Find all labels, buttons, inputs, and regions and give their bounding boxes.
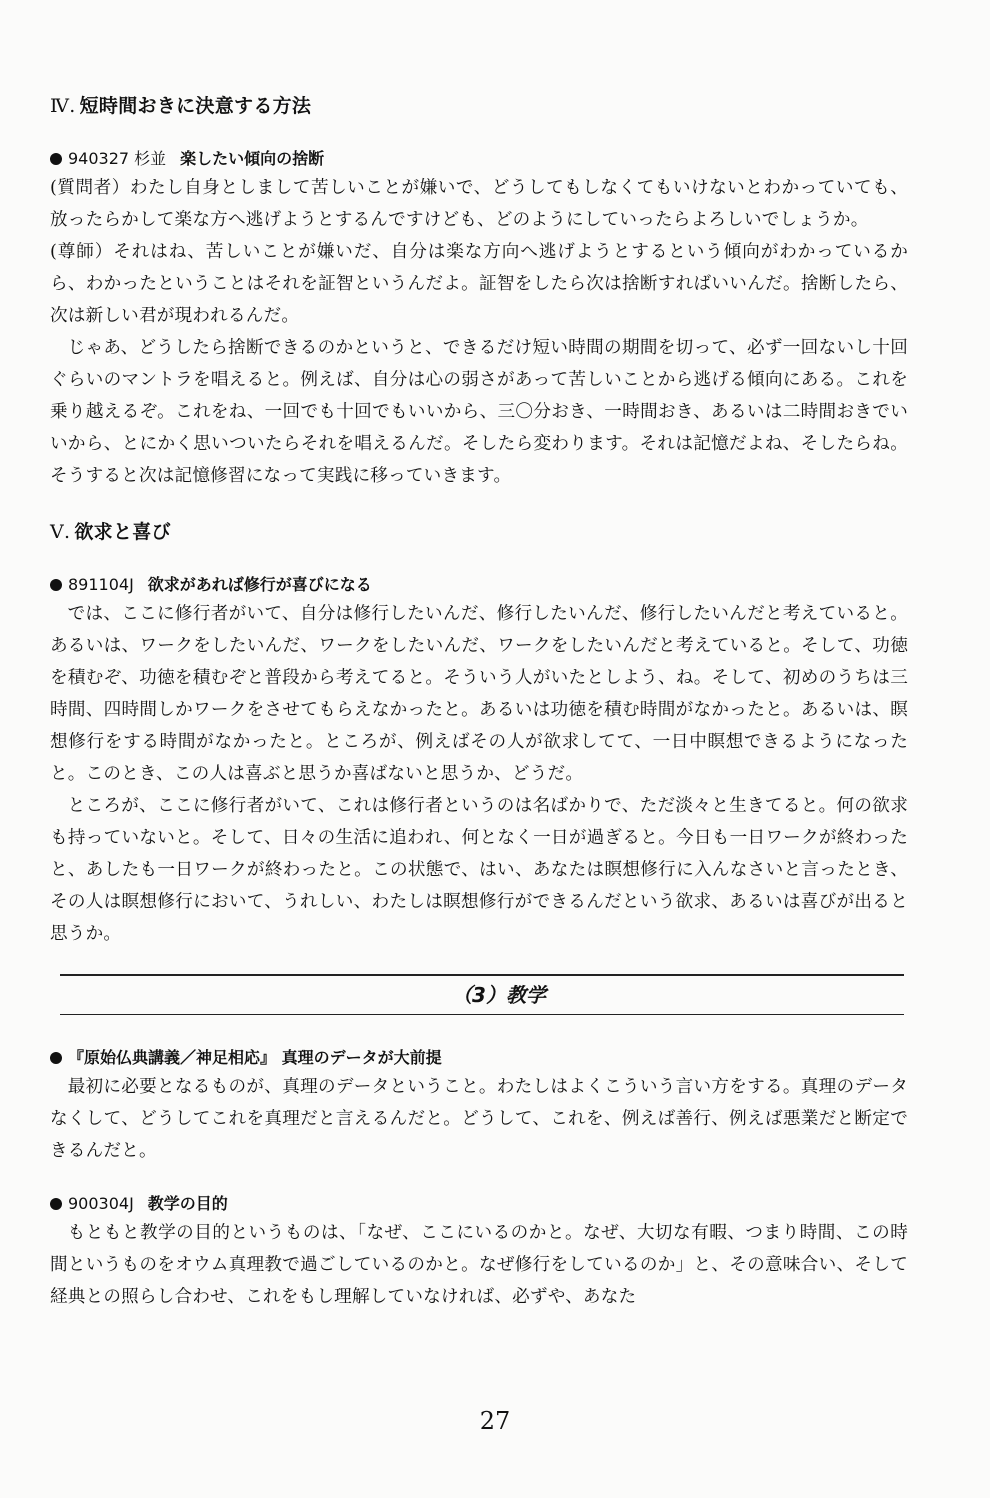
entry-heading: [50, 572, 908, 598]
page-content: [50, 92, 908, 1313]
entry-title: 教学の目的: [147, 1194, 228, 1213]
paragraph: (尊師）それはね、苦しいことが嫌いだ、自分は楽な方向へ逃げようとするという傾向がわかっているから、わかったということはそれを証智というんだよ。証智をしたら次は捨断すればいいんだ。捨断したら、次は新しい君が現われるんだ。: [50, 242, 908, 326]
section-title: 短時間おきに決意する方法: [79, 95, 312, 117]
section-title: 欲求と喜び: [74, 521, 171, 543]
bullet-icon: [50, 153, 62, 165]
entry-id: 900304J: [68, 1194, 134, 1213]
section-numeral: Ⅳ.: [50, 95, 76, 117]
entry-title: 欲求があれば修行が喜びになる: [147, 575, 372, 594]
entry-title: 『原始仏典講義／神足相応』 真理のデータが大前提: [68, 1048, 442, 1067]
entry-heading: [50, 146, 908, 172]
section-heading-4: [50, 92, 908, 120]
paragraph: では、ここに修行者がいて、自分は修行したいんだ、修行したいんだ、修行したいんだと考えていると。あるいは、ワークをしたいんだ、ワークをしたいんだ、ワークをしたいんだと考えていると。そして、功徳を積むぞ、功徳を積むぞと普段から考えてると。そういう人がいたとしよう、ね。そして、初めのうちは三時間、四時間しかワークをさせてもらえなかったと。あるいは功徳を積む時間がなかったと。あるいは、瞑想修行をする時間がなかったと。ところが、例えばその人が欲求してて、一日中瞑想できるようになったと。このとき、この人は喜ぶと思うか喜ばないと思うか、どうだ。: [50, 604, 908, 784]
bullet-icon: [50, 1198, 62, 1210]
paragraph: じゃあ、どうしたら捨断できるのかというと、できるだけ短い時間の期間を切って、必ず一回ないし十回ぐらいのマントラを唱えると。例えば、自分は心の弱さがあって苦しいことから逃げる傾向にある。これを乗り越えるぞ。これをね、一回でも十回でもいいから、三〇分おき、一時間おき、あるいは二時間おきでいいから、とにかく思いついたらそれを唱えるんだ。そしたら変わります。それは記憶だよね、そしたらね。そうすると次は記憶修習になって実践に移っていきます。: [50, 338, 908, 486]
entry-id: 940327 杉並: [68, 149, 167, 168]
section-numeral: Ⅴ.: [50, 521, 71, 543]
bullet-icon: [50, 579, 62, 591]
page-number: 27: [479, 1407, 511, 1435]
section-heading-5: [50, 518, 908, 546]
entry-heading: [50, 1045, 908, 1071]
entry-title: 楽したい傾向の捨断: [180, 149, 325, 168]
paragraph: もともと教学の目的というものは、「なぜ、ここにいるのかと。なぜ、大切な有暇、つまり時間、この時間というものをオウム真理教で過ごしているのかと。なぜ修行をしているのか」と、その意味合い、そして経典との照らし合わせ、これをもし理解していなければ、必ずや、あなた: [50, 1223, 908, 1307]
paragraph: 最初に必要となるものが、真理のデータということ。わたしはよくこういう言い方をする。真理のデータなくして、どうしてこれを真理だと言えるんだと。どうして、これを、例えば善行、例えば悪業だと断定できるんだと。: [50, 1077, 908, 1161]
paragraph: (質問者）わたし自身としまして苦しいことが嫌いで、どうしてもしなくてもいけないとわかっていても、放ったらかして楽な方へ逃げようとするんですけども、どのようにしていったらよろしいでしょうか。: [50, 178, 908, 230]
bullet-icon: [50, 1052, 62, 1064]
paragraph: ところが、ここに修行者がいて、これは修行者というのは名ばかりで、ただ淡々と生きてると。何の欲求も持っていないと。そして、日々の生活に追われ、何となく一日が過ぎると。今日も一日ワークが終わったと、あしたも一日ワークが終わったと。この状態で、はい、あなたは瞑想修行に入んなさいと言ったとき、その人は瞑想修行において、うれしい、わたしは瞑想修行ができるんだという欲求、あるいは喜びが出ると思うか。: [50, 796, 908, 944]
chapter-band-title: （3）教学: [452, 983, 546, 1007]
entry-id: 891104J: [68, 575, 134, 594]
entry-heading: [50, 1191, 908, 1217]
